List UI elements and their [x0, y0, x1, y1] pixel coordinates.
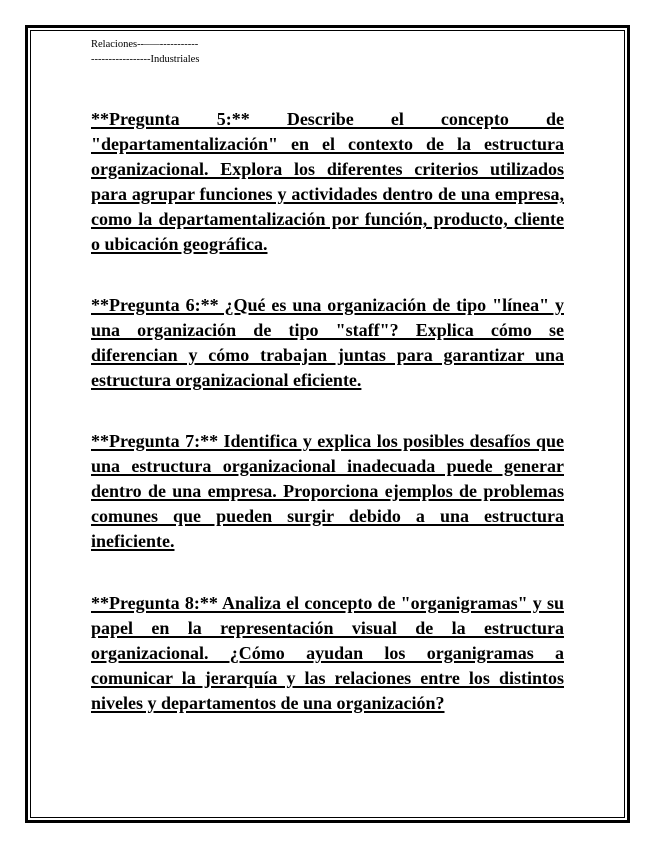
question-7: **Pregunta 7:** Identifica y explica los posibles desafíos que una estructura organizacional inadecuada puede generar dentro de una empresa. Proporciona ejemplos de problemas comunes que pueden surgir debido a una estructura ineficiente. — [91, 431, 564, 551]
question-6: **Pregunta 6:** ¿Qué es una organización de tipo "línea" y una organización de tipo "staff"? Explica cómo se diferencian y cómo trabajan juntas para garantizar una estructura organizacional eficiente. — [91, 295, 564, 390]
question-8: **Pregunta 8:** Analiza el concepto de "organigramas" y su papel en la representación visual de la estructura organizacional. ¿Cómo ayudan los organigramas a comunicar la jerarquía y las relaciones entre los distintos niveles y departamentos de una organización? — [91, 593, 564, 713]
header-line-1: Relaciones--–––----------- — [91, 39, 199, 50]
header-line-2: -----------------Industriales — [91, 54, 200, 65]
question-5: **Pregunta 5:** Describe el concepto de "departamentalización" en el contexto de la estructura organizacional. Explora los diferentes criterios utilizados para agrupar funciones y actividades dentro de una empresa, como la departamentalización por función, producto, cliente o ubicación geográfica. — [91, 109, 564, 254]
document-header — [91, 37, 199, 67]
